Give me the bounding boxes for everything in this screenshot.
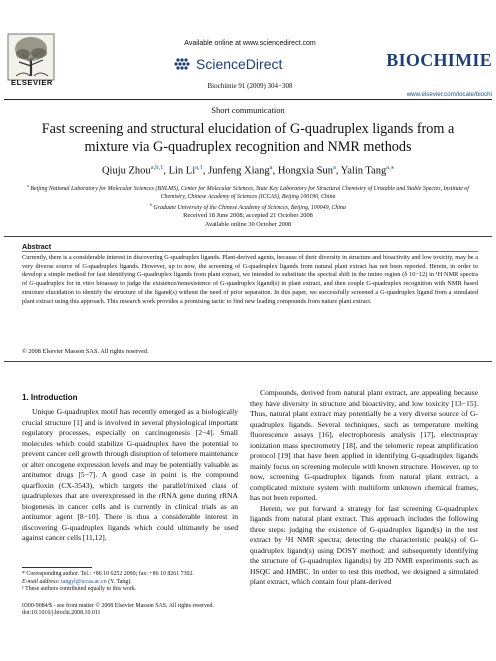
corresponding-author-note: * Corresponding author. Tel.: +86 10 6252 2090; fax: +86 10 8261 7302. [22,571,194,577]
journal-title: BIOCHIMIE [386,50,492,70]
abstract-heading-rule [22,251,478,252]
publisher-name: ELSEVIER [11,78,53,87]
intro-paragraph-3: Herein, we put forward a strategy for fast screening G-quadruplex ligands from natural plant extract. This approach includes the following three steps: judging the existence of G-quadruplex ligand(s) in the test extract by ¹H NMR spectra; detecting the characteristic peak(s) of G-quadruplex ligand(s) using DOSY method; and subsequently identifying the structure of G-quadruplex ligand(s) by 2D NMR experiments such as HSQC and HMBC. In order to test this method, we designed a simulated plant extract, which contain four plant-derived [250,503,478,586]
author-name[interactable]: Hongxia Sun [277,165,333,177]
abstract-top-divider [4,236,492,237]
intro-paragraph-1: Unique G-quadruplex motif has recently emerged as a biologically crucial structure [1] and is involved in several physiological important regulatory processes, especially on carcinogenesis [2−4]. Small molecules which could stabilize G-quadruplex have the potential to prevent cancer cell growth through disruption of telomere maintenance or alter oncogene expression levels and may be potentially valuable as antitumor drugs [5−7]. A good case in point is the compound quarfloxin (CX-3543), which targets the parallel/mixed class of quadruplexes that are overexpressed in the rRNA gene during rRNA biogenesis in cancer cells and is currently in clinical trials as an antitumor agent [8−10]. There is thus a considerable interest in discovering G-quadruplex ligands which could ultimately be used against cancer cells [11,12]. [22,407,238,542]
received-date: Received 18 June 2008; accepted 21 October 2008 [183,212,313,219]
author-list: Qiuju Zhou$^{a,b,1}$, Lin Li$^{a,1}$, Junfeng Xiang$^a$, Hongxia Sun$^a$, Yalin Tang$^{a,⁎}$ [101,164,395,177]
author-affiliation-marker[interactable]: a,b,1 [150,164,164,171]
author-affiliation-marker[interactable]: a [269,164,273,171]
sciencedirect-logo [168,52,328,76]
email-label: E-mail address: [22,578,60,585]
available-online-text[interactable]: Available online at www.sciencedirect.com [184,40,316,47]
intro-paragraph-2: Compounds, derived from natural plant extract, are appealing because they have diversity in structure and bioactivity, and low toxicity [13−15]. Thus, natural plant extract may potentially be a very diverse source of G-quadruplex ligands. Several techniques, such as temperature melting fluorescence assays [16], electrophoresis analysis [17], electrospray ionization mass spectrometry [18], and the telomeric repeat amplification protocol [19] that have been applied in identifying G-quadruplex ligands mainly focus on screening molecule with known structure. However, up to now, screening G-quadruplex ligands from natural plant extract, a complicated mixture system with multiform unknown chemical frames, has not been reported. [250,388,478,502]
article-dates [20,212,476,230]
affiliation-b [20,201,476,212]
sciencedirect-wordmark: ScienceDirect [196,56,283,72]
available-online-date: Available online 30 October 2008 [204,220,292,228]
issn-line: 0300-9084/$ - see front matter © 2008 Elsevier Masson SAS. All rights reserved. [22,603,214,609]
journal-reference: Biochimie 91 (2009) 304−308 [207,82,293,90]
author-name[interactable]: Lin Li [168,165,196,177]
email-suffix: (Y. Tang). [108,578,132,585]
email-link[interactable]: tangyl@iccas.ac.cn [61,578,107,585]
equal-contribution-note: ¹ These authors contributed equally to this work. [22,586,137,593]
author-name[interactable]: Junfeng Xiang [208,165,270,177]
author-name[interactable]: Qiuju Zhou [101,165,151,177]
abstract-bottom-divider [4,361,492,362]
author-affiliation-marker[interactable]: a [332,164,336,171]
body-column-left [22,407,238,544]
author-affiliation-marker[interactable]: a,⁎ [386,164,395,171]
journal-url-link[interactable]: www.elsevier.com/locate/biochi [406,91,492,98]
doi-line[interactable]: doi:10.1016/j.biochi.2008.10.011 [22,610,101,617]
abstract-heading: Abstract [22,242,52,251]
author-name[interactable]: Yalin Tang [340,165,387,177]
abstract-copyright: © 2008 Elsevier Masson SAS. All rights reserved. [22,348,149,355]
section-heading-introduction: 1. Introduction [22,393,78,402]
affiliation-a-text: Beijing National Laboratory for Molecular Sciences (BNLMS), Center for Molecular Sciences, State Key Laboratory for Structural Chemistry of Unstable and Stable Species, Institute of Chemistry, Chinese Academy of Sciences (ICCAS), Beijing 100190, China [30,185,469,201]
affiliation-a-label: a [27,184,29,188]
abstract-text: Currently, there is a considerable interest in discovering G-quadruplex ligands. Plant-derived agents, because of their diversity in structure and bioactivity and low toxicity, may be a very diverse source of G-quadruplex ligands. However, up to now, the screening of G-quadruplex ligands from natural plant extract has not been reported. Herein, in order to develop a simple method for fast identifying G-quadruplex ligands from plant extract, we intended to substitute the spectral shift in the imino region (δ 10−12) in ¹H NMR spectra of G-quadruplex for in vitro bioassay to judge the existence/nonexistence of G-quadruplex ligand(s) in plant extract, and then couple G-quadruplex recognition with NMR based structure elucidation to identify the structure of the ligand(s) without the need of prior separation. In this paper, we successfully screened a G-quadruplex ligand from a simulated plant extract using this approach. This research work provides a promising tactic to find new leading compounds from nature plant extract. [22,254,478,305]
affiliation-b-text: Graduate University of the Chinese Academy of Sciences, Beijing, 100049, China [153,205,346,212]
article-title: Fast screening and structural elucidation of G-quadruplex ligands from a mixture via G-quadruplex recognition and NMR methods [41,121,455,155]
article-type: Short communication [211,105,285,115]
header-divider [4,99,492,100]
bottom-metadata [22,603,322,618]
email-note [22,579,238,587]
footnotes [22,571,238,594]
body-column-right [250,388,478,588]
author-affiliation-marker[interactable]: a,1 [195,164,203,171]
affiliation-a [20,182,476,201]
affiliations [20,182,476,213]
footnote-divider [22,567,92,568]
affiliation-b-label: b [150,203,152,208]
